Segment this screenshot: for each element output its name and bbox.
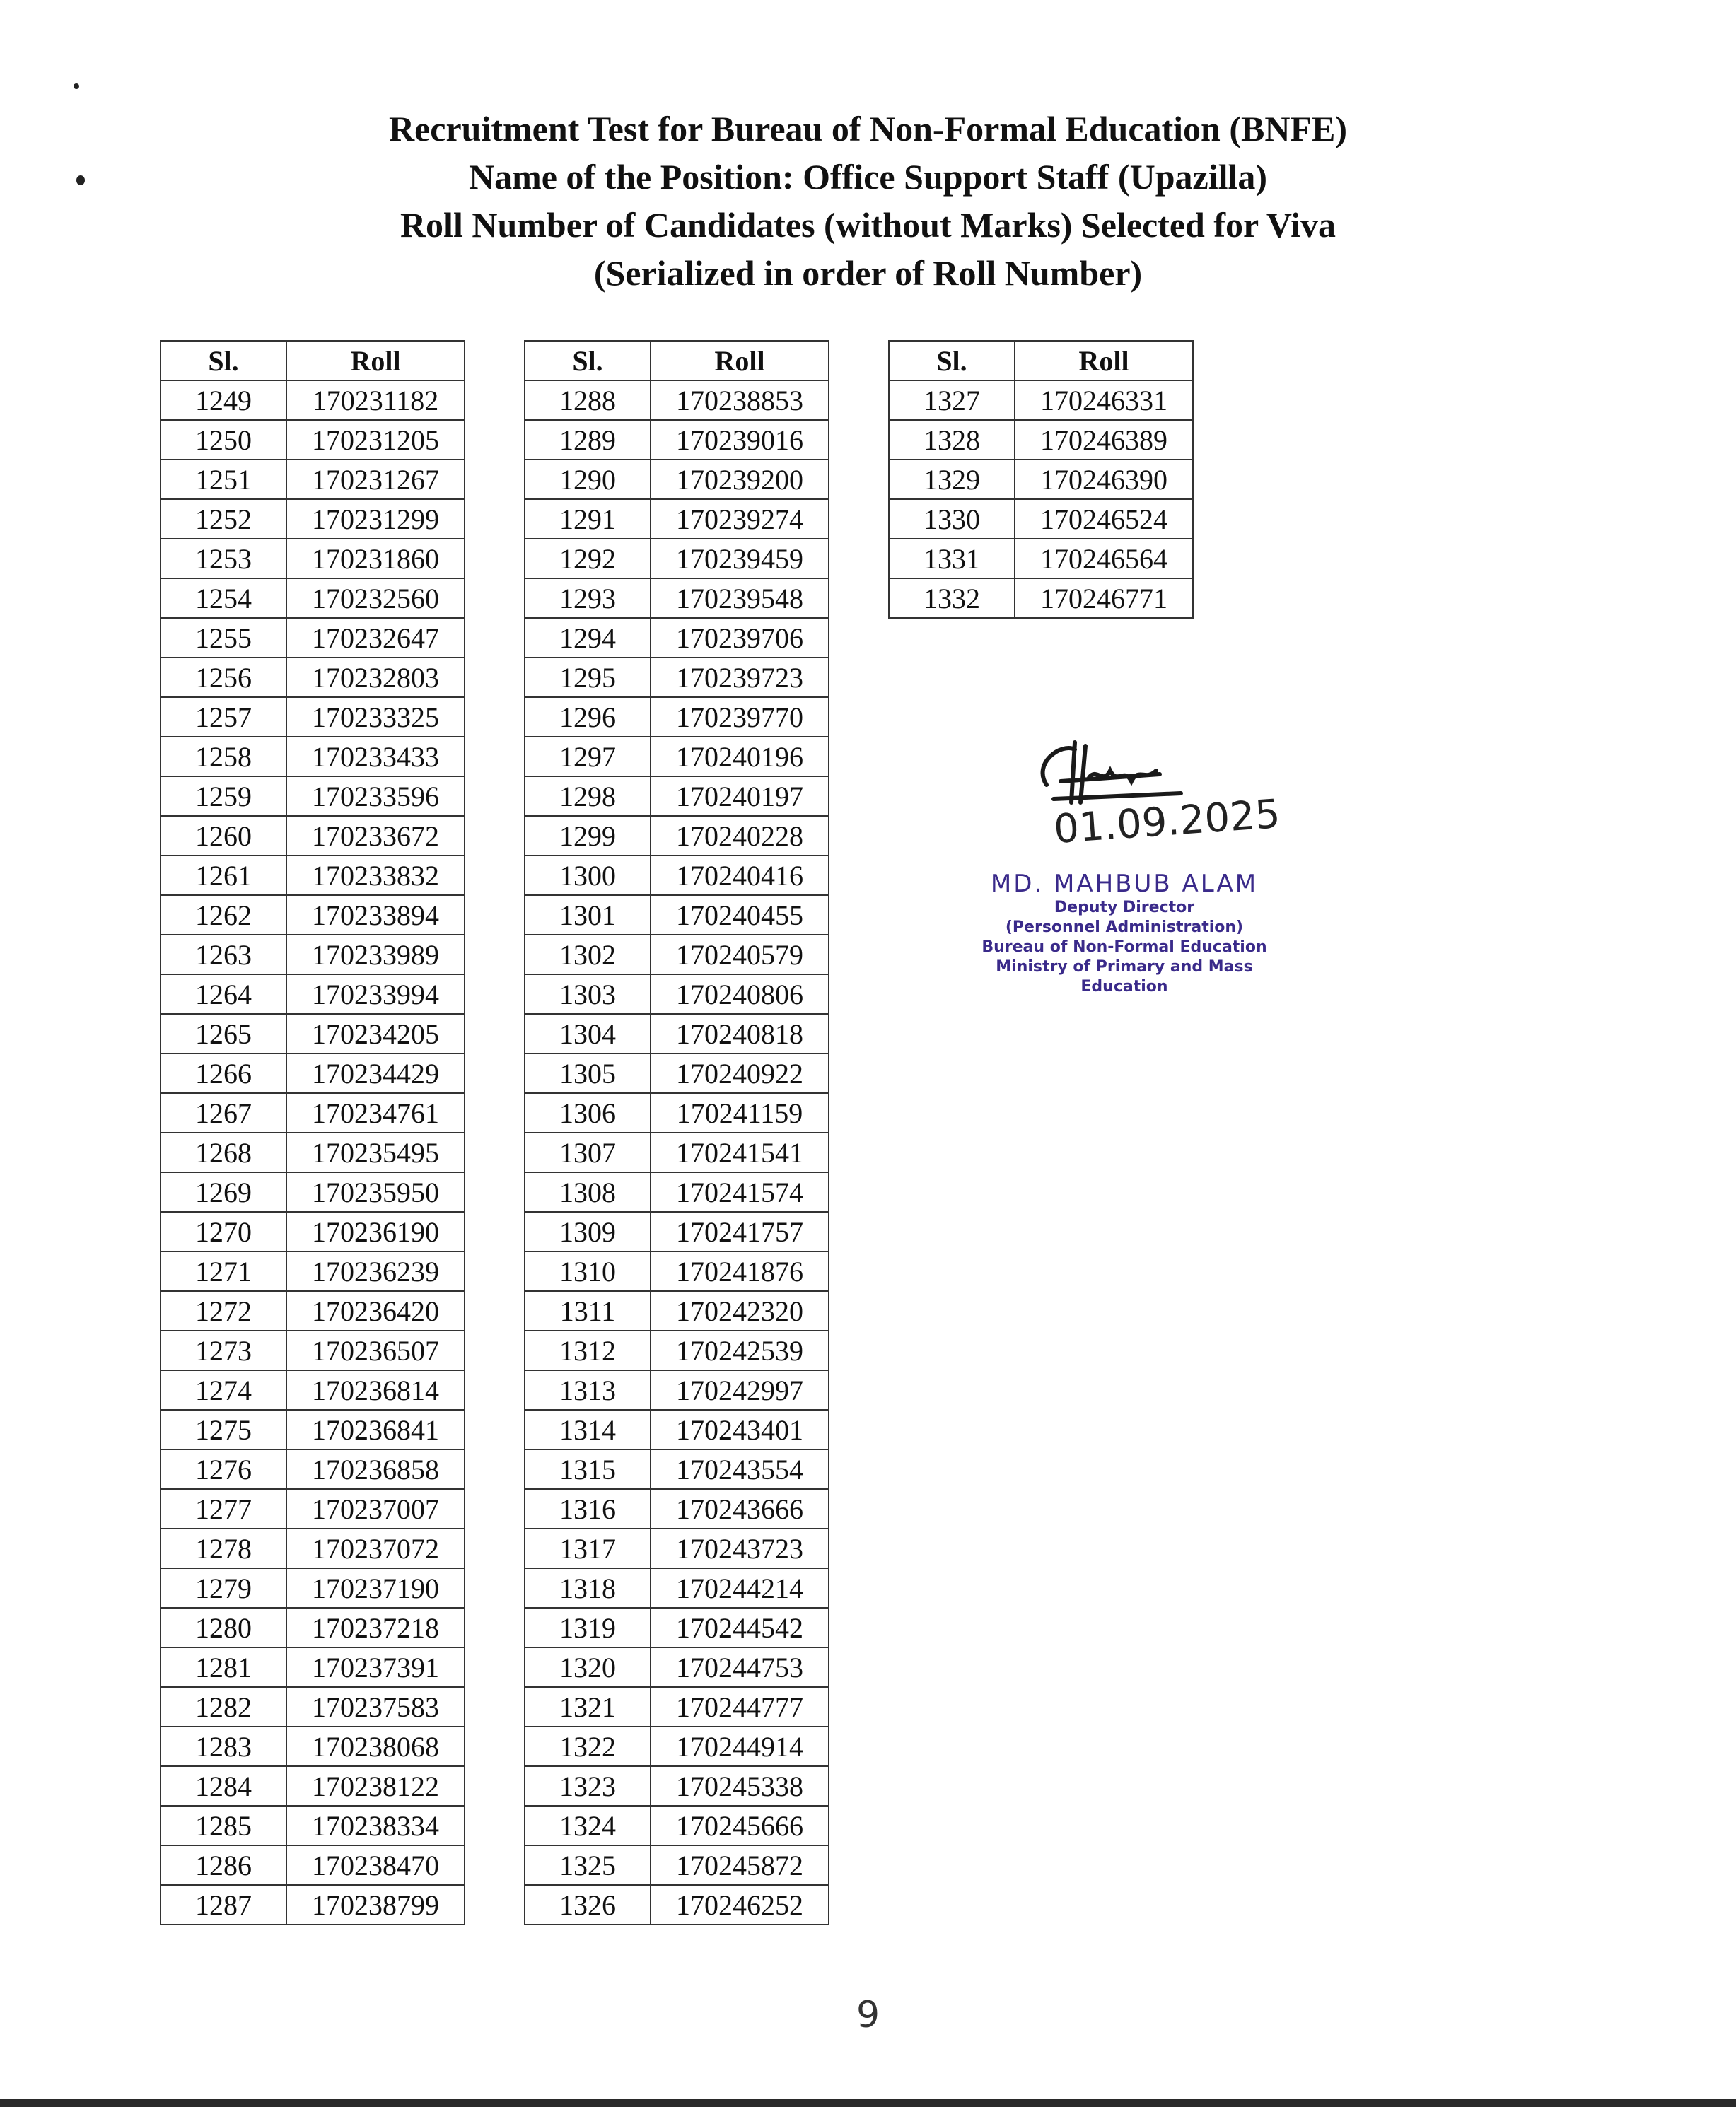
roll-cell: 170237218 (286, 1608, 465, 1647)
serial-cell: 1332 (889, 578, 1015, 618)
roll-cell: 170240228 (651, 816, 829, 856)
serial-cell: 1280 (161, 1608, 286, 1647)
table-row (161, 1529, 465, 1568)
roll-cell: 170231860 (286, 539, 465, 578)
heading-line-4: (Serialized in order of Roll Number) (593, 253, 1143, 293)
table-row (161, 1212, 465, 1251)
serial-cell: 1285 (161, 1806, 286, 1845)
serial-cell: 1255 (161, 618, 286, 658)
serial-cell: 1252 (161, 499, 286, 539)
roll-cell: 170233325 (286, 697, 465, 737)
roll-cell: 170234761 (286, 1093, 465, 1133)
table-row (525, 1845, 829, 1885)
roll-table-2 (524, 340, 829, 1925)
table-row (889, 460, 1193, 499)
table-row (161, 1727, 465, 1766)
table-row (161, 578, 465, 618)
serial-cell: 1269 (161, 1172, 286, 1212)
roll-cell: 170236841 (286, 1410, 465, 1449)
table-row (525, 1608, 829, 1647)
roll-cell: 170246331 (1015, 380, 1193, 420)
serial-cell: 1272 (161, 1291, 286, 1331)
serial-cell: 1260 (161, 816, 286, 856)
roll-cell: 170231299 (286, 499, 465, 539)
table-row (525, 578, 829, 618)
roll-cell: 170237583 (286, 1687, 465, 1727)
serial-cell: 1273 (161, 1331, 286, 1370)
table-row (161, 1608, 465, 1647)
serial-cell: 1270 (161, 1212, 286, 1251)
serial-cell: 1287 (161, 1885, 286, 1925)
serial-cell: 1323 (525, 1766, 651, 1806)
table-row (161, 658, 465, 697)
roll-cell: 170239706 (651, 618, 829, 658)
table-row (161, 1806, 465, 1845)
serial-cell: 1276 (161, 1449, 286, 1489)
stamp-name: MD. MAHBUB ALAM (990, 870, 1259, 898)
serial-cell: 1274 (161, 1370, 286, 1410)
table-row (525, 658, 829, 697)
serial-cell: 1325 (525, 1845, 651, 1885)
page-number: 9 (856, 1994, 880, 2036)
column-header-sl: Sl. (889, 341, 1015, 380)
serial-cell: 1271 (161, 1251, 286, 1291)
table-row (525, 1449, 829, 1489)
serial-cell: 1264 (161, 974, 286, 1014)
table-row (161, 1251, 465, 1291)
serial-cell: 1317 (525, 1529, 651, 1568)
table-row (525, 776, 829, 816)
table-row (525, 1687, 829, 1727)
table-row (161, 1370, 465, 1410)
roll-cell: 170236858 (286, 1449, 465, 1489)
roll-cell: 170233596 (286, 776, 465, 816)
table-row (161, 1093, 465, 1133)
roll-cell: 170240806 (651, 974, 829, 1014)
table-row (161, 1133, 465, 1172)
roll-cell: 170243666 (651, 1489, 829, 1529)
serial-cell: 1257 (161, 697, 286, 737)
table-row (161, 1568, 465, 1608)
table-row (161, 1489, 465, 1529)
roll-cell: 170242320 (651, 1291, 829, 1331)
column-header-sl: Sl. (525, 341, 651, 380)
table-row (889, 499, 1193, 539)
table-row (525, 1489, 829, 1529)
table-row (525, 1766, 829, 1806)
roll-cell: 170246524 (1015, 499, 1193, 539)
table-row (889, 539, 1193, 578)
column-header-roll: Roll (651, 341, 829, 380)
table-row (525, 1410, 829, 1449)
roll-cell: 170240455 (651, 895, 829, 935)
roll-cell: 170244777 (651, 1687, 829, 1727)
table-row (161, 499, 465, 539)
table-row (525, 380, 829, 420)
roll-cell: 170237072 (286, 1529, 465, 1568)
serial-cell: 1302 (525, 935, 651, 974)
roll-cell: 170232803 (286, 658, 465, 697)
roll-cell: 170236420 (286, 1291, 465, 1331)
serial-cell: 1311 (525, 1291, 651, 1331)
serial-cell: 1331 (889, 539, 1015, 578)
roll-cell: 170245666 (651, 1806, 829, 1845)
serial-cell: 1290 (525, 460, 651, 499)
roll-cell: 170240579 (651, 935, 829, 974)
roll-table-1 (160, 340, 465, 1925)
serial-cell: 1295 (525, 658, 651, 697)
roll-cell: 170236190 (286, 1212, 465, 1251)
roll-cell: 170246771 (1015, 578, 1193, 618)
table-row (889, 578, 1193, 618)
serial-cell: 1318 (525, 1568, 651, 1608)
roll-cell: 170240818 (651, 1014, 829, 1054)
roll-cell: 170237391 (286, 1647, 465, 1687)
heading-line-2: Name of the Position: Office Support Staff (Upazilla) (468, 157, 1268, 197)
table-row (161, 935, 465, 974)
table-row (161, 1291, 465, 1331)
table-row (525, 1054, 829, 1093)
serial-cell: 1278 (161, 1529, 286, 1568)
roll-cell: 170243723 (651, 1529, 829, 1568)
serial-cell: 1279 (161, 1568, 286, 1608)
serial-cell: 1314 (525, 1410, 651, 1449)
roll-cell: 170243554 (651, 1449, 829, 1489)
serial-cell: 1256 (161, 658, 286, 697)
serial-cell: 1315 (525, 1449, 651, 1489)
serial-cell: 1299 (525, 816, 651, 856)
table-row (161, 1449, 465, 1489)
roll-cell: 170239548 (651, 578, 829, 618)
table-row (161, 618, 465, 658)
serial-cell: 1253 (161, 539, 286, 578)
serial-cell: 1329 (889, 460, 1015, 499)
serial-cell: 1321 (525, 1687, 651, 1727)
roll-cell: 170241757 (651, 1212, 829, 1251)
table-row (525, 1172, 829, 1212)
serial-cell: 1330 (889, 499, 1015, 539)
serial-cell: 1284 (161, 1766, 286, 1806)
serial-cell: 1292 (525, 539, 651, 578)
table-row (525, 697, 829, 737)
serial-cell: 1301 (525, 895, 651, 935)
serial-cell: 1251 (161, 460, 286, 499)
serial-cell: 1306 (525, 1093, 651, 1133)
table-row (161, 816, 465, 856)
signature-date: 01.09.2025 (1052, 790, 1282, 853)
heading-line-3: Roll Number of Candidates (without Marks) Selected for Viva (400, 205, 1336, 245)
roll-cell: 170242997 (651, 1370, 829, 1410)
table-row (525, 1251, 829, 1291)
serial-cell: 1249 (161, 380, 286, 420)
table-row (161, 1845, 465, 1885)
roll-cell: 170232647 (286, 618, 465, 658)
roll-cell: 170231182 (286, 380, 465, 420)
roll-cell: 170246389 (1015, 420, 1193, 460)
roll-cell: 170244542 (651, 1608, 829, 1647)
roll-cell: 170238853 (651, 380, 829, 420)
serial-cell: 1259 (161, 776, 286, 816)
scan-speck (74, 83, 79, 89)
roll-cell: 170238068 (286, 1727, 465, 1766)
signature-block (962, 735, 1315, 997)
roll-cell: 170236239 (286, 1251, 465, 1291)
roll-cell: 170244214 (651, 1568, 829, 1608)
table-row (161, 1687, 465, 1727)
serial-cell: 1303 (525, 974, 651, 1014)
serial-cell: 1254 (161, 578, 286, 618)
serial-cell: 1312 (525, 1331, 651, 1370)
serial-cell: 1307 (525, 1133, 651, 1172)
serial-cell: 1283 (161, 1727, 286, 1766)
table-row (889, 420, 1193, 460)
table-row (161, 895, 465, 935)
stamp-ministry: Ministry of Primary and Mass Education (996, 958, 1253, 996)
roll-cell: 170244753 (651, 1647, 829, 1687)
roll-table-3 (888, 340, 1194, 619)
roll-cell: 170242539 (651, 1331, 829, 1370)
table-row (525, 1133, 829, 1172)
roll-cell: 170238334 (286, 1806, 465, 1845)
serial-cell: 1294 (525, 618, 651, 658)
serial-cell: 1266 (161, 1054, 286, 1093)
serial-cell: 1316 (525, 1489, 651, 1529)
roll-cell: 170240922 (651, 1054, 829, 1093)
column-header-roll: Roll (1015, 341, 1193, 380)
serial-cell: 1291 (525, 499, 651, 539)
table-row (161, 1410, 465, 1449)
table-row (525, 816, 829, 856)
table-row (161, 460, 465, 499)
roll-cell: 170238122 (286, 1766, 465, 1806)
roll-cell: 170239016 (651, 420, 829, 460)
roll-cell: 170238470 (286, 1845, 465, 1885)
serial-cell: 1313 (525, 1370, 651, 1410)
official-stamp (962, 870, 1287, 997)
table-row (525, 499, 829, 539)
roll-cell: 170237007 (286, 1489, 465, 1529)
serial-cell: 1296 (525, 697, 651, 737)
roll-cell: 170235950 (286, 1172, 465, 1212)
scan-edge (0, 2099, 1736, 2107)
table-row (161, 974, 465, 1014)
roll-cell: 170233433 (286, 737, 465, 776)
table-row (161, 776, 465, 816)
table-row (161, 1172, 465, 1212)
heading-line-1: Recruitment Test for Bureau of Non-Formal Education (BNFE) (388, 109, 1348, 148)
table-row (161, 697, 465, 737)
serial-cell: 1293 (525, 578, 651, 618)
stamp-organization: Bureau of Non-Formal Education (981, 938, 1267, 956)
table-row (525, 1370, 829, 1410)
table-row (161, 1014, 465, 1054)
serial-cell: 1281 (161, 1647, 286, 1687)
serial-cell: 1319 (525, 1608, 651, 1647)
serial-cell: 1268 (161, 1133, 286, 1172)
table-row (161, 539, 465, 578)
table-row (525, 1093, 829, 1133)
table-row (525, 1727, 829, 1766)
serial-cell: 1327 (889, 380, 1015, 420)
serial-cell: 1300 (525, 856, 651, 895)
roll-cell: 170236814 (286, 1370, 465, 1410)
serial-cell: 1308 (525, 1172, 651, 1212)
table-row (525, 935, 829, 974)
serial-cell: 1267 (161, 1093, 286, 1133)
serial-cell: 1288 (525, 380, 651, 420)
roll-cell: 170239770 (651, 697, 829, 737)
serial-cell: 1298 (525, 776, 651, 816)
table-row (525, 737, 829, 776)
table-row (525, 1568, 829, 1608)
table-row (525, 1212, 829, 1251)
serial-cell: 1289 (525, 420, 651, 460)
serial-cell: 1262 (161, 895, 286, 935)
roll-cell: 170237190 (286, 1568, 465, 1608)
roll-cell: 170240416 (651, 856, 829, 895)
table-row (161, 1766, 465, 1806)
serial-cell: 1320 (525, 1647, 651, 1687)
serial-cell: 1297 (525, 737, 651, 776)
table-row (889, 380, 1193, 420)
serial-cell: 1309 (525, 1212, 651, 1251)
serial-cell: 1275 (161, 1410, 286, 1449)
roll-cell: 170246390 (1015, 460, 1193, 499)
roll-cell: 170240196 (651, 737, 829, 776)
stamp-department: (Personnel Administration) (1005, 918, 1244, 936)
column-header-roll: Roll (286, 341, 465, 380)
table-row (525, 856, 829, 895)
roll-cell: 170243401 (651, 1410, 829, 1449)
roll-cell: 170241574 (651, 1172, 829, 1212)
document-heading (0, 105, 1736, 297)
roll-cell: 170241876 (651, 1251, 829, 1291)
roll-cell: 170233672 (286, 816, 465, 856)
roll-cell: 170245338 (651, 1766, 829, 1806)
serial-cell: 1304 (525, 1014, 651, 1054)
roll-cell: 170234205 (286, 1014, 465, 1054)
roll-cell: 170240197 (651, 776, 829, 816)
roll-cell: 170241541 (651, 1133, 829, 1172)
roll-cell: 170233894 (286, 895, 465, 935)
table-row (525, 539, 829, 578)
table-row (525, 1806, 829, 1845)
serial-cell: 1258 (161, 737, 286, 776)
serial-cell: 1263 (161, 935, 286, 974)
roll-cell: 170233989 (286, 935, 465, 974)
roll-cell: 170241159 (651, 1093, 829, 1133)
roll-cell: 170238799 (286, 1885, 465, 1925)
serial-cell: 1326 (525, 1885, 651, 1925)
stamp-title: Deputy Director (1054, 899, 1195, 916)
table-row (525, 1647, 829, 1687)
roll-cell: 170246564 (1015, 539, 1193, 578)
roll-cell: 170233832 (286, 856, 465, 895)
serial-cell: 1277 (161, 1489, 286, 1529)
serial-cell: 1310 (525, 1251, 651, 1291)
roll-cell: 170239274 (651, 499, 829, 539)
table-row (161, 737, 465, 776)
roll-cell: 170231267 (286, 460, 465, 499)
roll-cell: 170231205 (286, 420, 465, 460)
table-row (525, 460, 829, 499)
table-row (525, 1529, 829, 1568)
serial-cell: 1286 (161, 1845, 286, 1885)
table-row (161, 1647, 465, 1687)
serial-cell: 1265 (161, 1014, 286, 1054)
serial-cell: 1322 (525, 1727, 651, 1766)
table-row (525, 1291, 829, 1331)
roll-cell: 170232560 (286, 578, 465, 618)
column-header-sl: Sl. (161, 341, 286, 380)
serial-cell: 1250 (161, 420, 286, 460)
roll-cell: 170235495 (286, 1133, 465, 1172)
roll-cell: 170233994 (286, 974, 465, 1014)
table-row (161, 420, 465, 460)
table-row (161, 1054, 465, 1093)
table-row (161, 856, 465, 895)
roll-cell: 170239459 (651, 539, 829, 578)
table-row (525, 1885, 829, 1925)
table-row (161, 1331, 465, 1370)
serial-cell: 1282 (161, 1687, 286, 1727)
table-row (525, 1014, 829, 1054)
table-row (525, 974, 829, 1014)
serial-cell: 1305 (525, 1054, 651, 1093)
table-row (161, 380, 465, 420)
roll-cell: 170244914 (651, 1727, 829, 1766)
roll-cell: 170246252 (651, 1885, 829, 1925)
serial-cell: 1324 (525, 1806, 651, 1845)
roll-cell: 170234429 (286, 1054, 465, 1093)
table-row (525, 1331, 829, 1370)
table-row (525, 618, 829, 658)
table-row (525, 420, 829, 460)
roll-cell: 170236507 (286, 1331, 465, 1370)
roll-cell: 170239723 (651, 658, 829, 697)
table-row (161, 1885, 465, 1925)
serial-cell: 1328 (889, 420, 1015, 460)
serial-cell: 1261 (161, 856, 286, 895)
table-row (525, 895, 829, 935)
roll-cell: 170245872 (651, 1845, 829, 1885)
roll-cell: 170239200 (651, 460, 829, 499)
